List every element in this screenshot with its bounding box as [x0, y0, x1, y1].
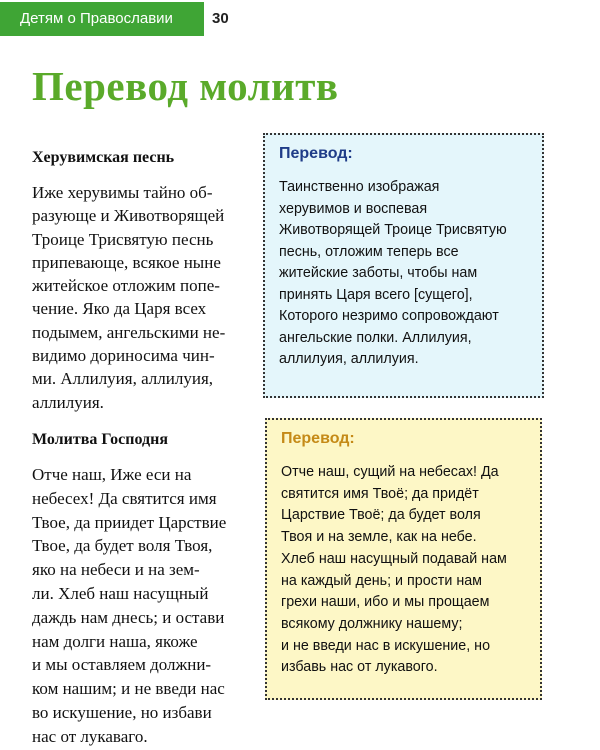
translation-line: житейские заботы, чтобы нам [279, 265, 478, 281]
page-title: Перевод молитв [32, 63, 339, 109]
prayer-line: подымем, ангельскими не- [32, 322, 226, 342]
prayer-line: ли. Хлеб наш насущный [32, 583, 209, 603]
translation-line: Твоя и на земле, как на небе. [281, 529, 477, 546]
translation-line: и не введи нас в искушение, но [281, 637, 491, 654]
translation-line: Царствие Твоё; да будет воля [281, 507, 481, 524]
prayer-line: ми. Аллилуия, аллилуия, [32, 369, 214, 389]
prayer-line: нас от лукаваго. [32, 726, 148, 746]
translation-line: ангельские полки. Аллилуия, [279, 329, 472, 346]
translation-line: Которого незримо сопровождают [279, 308, 499, 324]
prayer-line: Твое, да приидет Царствие [32, 512, 227, 532]
prayer-line: Отче наш, Иже еси на [32, 465, 192, 484]
translation-box-cherubic-hymn [263, 133, 544, 398]
header-section-label: Детям о Православии [0, 2, 204, 36]
translation-line: Отче наш, сущий на небесах! Да [281, 464, 499, 480]
prayer-line: припевающе, всякое ныне [32, 252, 221, 272]
translation-heading: Перевод: [281, 430, 355, 447]
translation-line: аллилуия, аллилуия. [279, 351, 419, 367]
prayer-line: чение. Яко да Царя всех [32, 299, 207, 319]
translation-line: Хлеб наш насущный подавай нам [281, 550, 507, 567]
prayer-cherubic-hymn [32, 149, 260, 414]
prayer-line: видимо дориносима чин- [32, 346, 215, 366]
prayer-lords-prayer [32, 431, 260, 749]
prayer-line: нам долги наша, якоже [32, 631, 198, 651]
translation-line: грехи наши, ибо и мы прощаем [281, 594, 490, 611]
prayer-line: житейское отложим попе- [32, 276, 220, 296]
prayer-line: разующе и Животворящей [32, 206, 225, 226]
translation-line: Животворящей Троице Трисвятую [279, 222, 507, 238]
prayer-line: небесех! Да святится имя [32, 488, 217, 508]
translation-line: песнь, отложим теперь все [279, 243, 459, 260]
translation-line: на каждый день; и прости нам [281, 572, 482, 589]
translation-line: избавь нас от лукавого. [281, 659, 438, 676]
prayer-title: Херувимская песнь [32, 149, 175, 166]
translation-line: всякому должнику нашему; [281, 615, 463, 632]
prayer-title: Молитва Господня [32, 431, 168, 448]
prayer-line: Троице Трисвятую песнь [32, 229, 214, 249]
translation-line: херувимов и воспевая [279, 200, 428, 217]
prayer-line: яко на небеси и на зем- [32, 560, 200, 580]
translation-line: принять Царя всего [сущего], [279, 286, 473, 303]
prayer-line: во искушение, но избави [32, 702, 212, 722]
page-number: 30 [212, 10, 229, 27]
prayer-line: Иже херувимы тайно об- [32, 183, 213, 202]
prayer-line: даждь нам днесь; и остави [32, 607, 225, 627]
prayer-line: и мы оставляем должни- [32, 655, 212, 675]
translation-heading: Перевод: [279, 145, 353, 162]
prayer-line: аллилуия. [32, 392, 104, 412]
prayer-line: ком нашим; и не введи нас [32, 679, 225, 699]
translation-line: Таинственно изображая [279, 179, 440, 195]
translation-line: святится имя Твоё; да придёт [281, 485, 479, 502]
prayer-line: Твое, да будет воля Твоя, [32, 536, 213, 556]
translation-box-lords-prayer [265, 418, 542, 700]
